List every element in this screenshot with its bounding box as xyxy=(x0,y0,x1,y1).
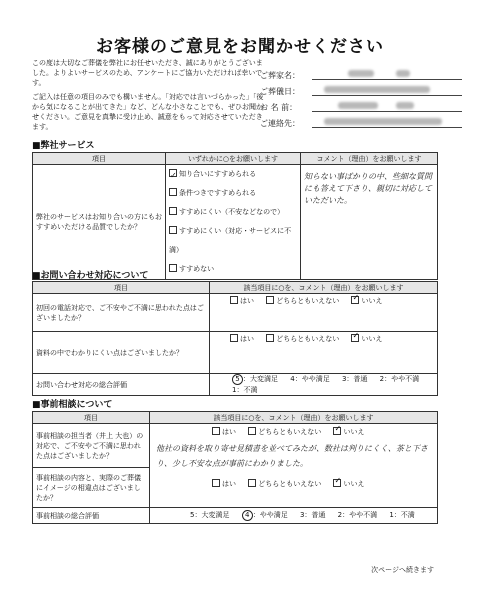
option-yes[interactable]: はい xyxy=(230,334,254,344)
consultation-answer-1 xyxy=(156,427,434,437)
option-hard-dissatisfied[interactable]: すすめにくい（対応・サービスに不満） xyxy=(169,227,292,254)
scale-1[interactable]: 1：不満 xyxy=(389,511,415,519)
option-yes[interactable]: はい xyxy=(230,296,254,306)
intro-paragraph-2: ご記入は任意の項目のみでも構いません。「対応では言いづらかった」「後から気になることが出てきた」など、どんな小さなことでも、ぜひお聞かせください。ご意見を真摯に受け止め、誠意をもって対応させていただきます。 xyxy=(32,93,264,131)
header-choice: 該当項目に○を、コメント（理由）をお願いします xyxy=(210,282,438,294)
service-comment[interactable]: 知らない事ばかりの中、些細な質問にも答えて下さり、親切に対応していただいた。 xyxy=(301,165,438,280)
consultation-answer-2 xyxy=(156,479,434,489)
header-item: 項目 xyxy=(33,153,166,165)
continue-note: 次ページへ続きます xyxy=(371,566,434,574)
checkbox-icon[interactable] xyxy=(169,207,177,215)
family-name-value xyxy=(312,69,462,80)
option-conditional[interactable]: 条件つきですすめられる xyxy=(169,184,297,203)
scale-2[interactable]: 2：やや不満 xyxy=(337,511,378,519)
option-neither[interactable]: どちらともいえない xyxy=(266,334,339,344)
consultation-answers xyxy=(150,424,438,508)
scale-5[interactable]: 5：大変満足 xyxy=(190,511,230,519)
inquiry-question-1: 初回の電話対応で、ご不安やご不満に思われた点はございましたか？ xyxy=(33,294,210,332)
customer-family-row xyxy=(260,70,318,81)
scale-3[interactable]: 3：普通 xyxy=(341,375,368,383)
section-title-consultation: ■事前相談について xyxy=(32,400,113,410)
option-not-recommend[interactable]: すすめない xyxy=(169,260,297,279)
person-name-row xyxy=(260,102,318,113)
option-yes[interactable]: はい xyxy=(212,427,236,437)
service-options xyxy=(166,165,301,280)
consultation-summary-scale xyxy=(150,508,438,524)
checkbox-icon[interactable] xyxy=(169,226,177,234)
scale-1[interactable]: 1：不満 xyxy=(232,386,258,394)
scale-3[interactable]: 3：普通 xyxy=(299,511,326,519)
option-no-checked[interactable]: ✓ いいえ xyxy=(333,427,364,437)
consultation-comment[interactable]: 他社の資料を取り寄せ見積書を並べてみたが、数社は判りにくく、茶と下さり、少し不安な点が事前にわかりました。 xyxy=(156,444,428,468)
checkbox-checked-icon[interactable] xyxy=(169,169,177,177)
funeral-date-value xyxy=(312,85,462,96)
consultation-question-2: 事前相談の内容と、実際のご葬儀にイメージの相違点はございましたか？ xyxy=(33,468,150,508)
option-no-checked[interactable]: ✓ いいえ xyxy=(351,334,382,344)
section-title-service: ■弊社サービス xyxy=(32,141,95,151)
header-comment: コメント（理由）をお願いします xyxy=(301,153,438,165)
contact-label: ご連絡先： xyxy=(260,119,300,128)
option-neither[interactable]: どちらともいえない xyxy=(248,427,321,437)
inquiry-table xyxy=(32,281,438,396)
person-name-label: お 名 前： xyxy=(260,103,298,112)
option-yes[interactable]: はい xyxy=(212,479,236,489)
option-neither[interactable]: どちらともいえない xyxy=(248,479,321,489)
option-neither[interactable]: どちらともいえない xyxy=(266,296,339,306)
header-item: 項目 xyxy=(33,282,210,294)
scale-2[interactable]: 2：やや不満 xyxy=(379,375,420,383)
option-hard-anxious[interactable]: すすめにくい（不安などなので） xyxy=(169,203,297,222)
intro-paragraph-1: この度は大切なご葬儀を弊社にお任せいただき、誠にありがとうございました。よりよいサービスのため、アンケートにご協力いただければ幸いです。 xyxy=(32,59,263,87)
checkbox-icon[interactable] xyxy=(169,264,177,272)
consultation-table xyxy=(32,411,438,524)
service-question: 弊社のサービスはお知り合いの方にもおすすめいただける品質でしたか？ xyxy=(33,165,166,280)
option-no-checked[interactable]: ✓ いいえ xyxy=(351,296,382,306)
inquiry-summary-label: お問い合わせ対応の総合評価 xyxy=(33,374,210,396)
header-choice: 該当項目に○を、コメント（理由）をお願いします xyxy=(150,412,438,424)
section-title-inquiry: ■お問い合わせ対応について xyxy=(32,271,149,281)
funeral-date-label: ご葬儀日： xyxy=(260,87,300,96)
header-choice: いずれかに○をお願いします xyxy=(166,153,301,165)
inquiry-answer-2 xyxy=(210,332,438,374)
person-name-value xyxy=(312,101,462,112)
header-item: 項目 xyxy=(33,412,150,424)
contact-value xyxy=(312,117,462,128)
inquiry-answer-1 xyxy=(210,294,438,332)
scale-4[interactable]: 4：やや満足 xyxy=(290,375,330,383)
option-no-checked[interactable]: ✓ いいえ xyxy=(333,479,364,489)
page-title: お客様のご意見をお聞かせください xyxy=(96,37,384,57)
inquiry-question-2: 資料の中でわかりにくい点はございましたか？ xyxy=(33,332,210,374)
scale-5-selected[interactable]: 5 ：大変満足 xyxy=(232,374,278,385)
contact-row xyxy=(260,118,318,129)
consultation-summary-label: 事前相談の総合評価 xyxy=(33,508,150,524)
service-table xyxy=(32,152,438,280)
family-name-label: ご葬家名： xyxy=(260,71,300,80)
funeral-date-row xyxy=(260,86,318,97)
checkbox-icon[interactable] xyxy=(169,188,177,196)
consultation-question-1: 事前相談の担当者（井上 大也）の対応で、ご不安やご不満に思われた点はございましたか？ xyxy=(33,424,150,468)
option-recommend[interactable]: ✓知り合いにすすめられる xyxy=(169,165,297,184)
inquiry-summary-scale xyxy=(210,374,438,396)
scale-4-selected[interactable]: 4 ：やや満足 xyxy=(242,510,288,521)
